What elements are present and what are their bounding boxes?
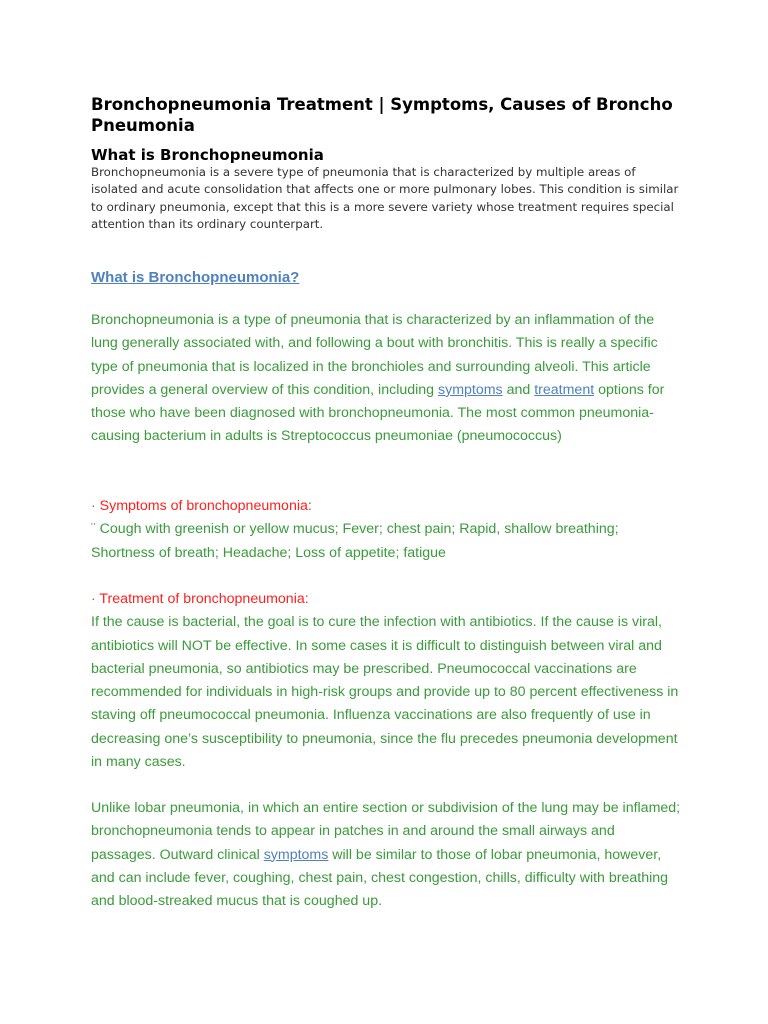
overview-text-b: and	[502, 381, 535, 398]
overview-paragraph	[91, 309, 681, 449]
treatment-bullet: ·	[91, 591, 100, 607]
treatment-link[interactable]: treatment	[534, 381, 595, 398]
intro-heading-initial: W	[91, 146, 108, 164]
intro-heading	[91, 145, 324, 165]
intro-heading-rest: hat is Bronchopneumonia	[107, 146, 324, 164]
treatment-text: If the cause is bacterial, the goal is to cure the infection with antibiotics. If the cause is viral, antibiotics will NOT be effective. In some cases it is difficult to distinguish between viral and bacterial pneumonia, so antibiotics may be prescribed. Pneumococcal vaccinations are recommended for individuals in high-risk groups and provide up to 80 percent effectiveness in staving off pneumococcal pneumonia. Influenza vaccinations are also frequently of use in decreasing one’s susceptibility to pneumonia, since the flu precedes pneumonia development in many cases.	[91, 614, 679, 771]
symptoms-list: Cough with greenish or yellow mucus; Fever; chest pain; Rapid, shallow breathing; Shortness of breath; Headache; Loss of appetite; fatigue	[91, 521, 619, 561]
symptoms-bullet: ·	[91, 498, 100, 514]
symptoms-link[interactable]: symptoms	[438, 381, 503, 398]
lobar-paragraph	[91, 797, 681, 913]
treatment-section	[91, 588, 681, 774]
symptoms-heading: Symptoms of bronchopneumonia:	[99, 498, 312, 514]
section-heading-link[interactable]: What is Bronchopneumonia?	[91, 269, 300, 286]
overview-text-c: options for those who have been diagnosed with bronchopneumonia. The most common pneumonia-causing bacterium in adults is Streptococcus pneumoniae (pneumococcus)	[91, 381, 665, 445]
lobar-text-b: will be similar to those of lobar pneumonia, however, and can include fever, coughing, chest pain, chest congestion, chills, difficulty with breathing and blood-streaked mucus that is coughed up.	[91, 846, 669, 910]
symptoms-section	[91, 495, 681, 565]
symptoms-link-2[interactable]: symptoms	[263, 846, 329, 863]
treatment-heading: Treatment of bronchopneumonia:	[99, 591, 309, 607]
document-title: Bronchopneumonia Treatment | Symptoms, Causes of Broncho Pneumonia	[91, 95, 673, 135]
lobar-text-a: Unlike lobar pneumonia, in which an entire section or subdivision of the lung may be inflamed; bronchopneumonia tends to appear in patches in and around the small airways and passages. Outward clinical	[91, 800, 681, 863]
overview-text-a: Bronchopneumonia is a type of pneumonia that is characterized by an inflammation of the lung generally associated with, and following a bout with bronchitis. This is really a specific type of pneumonia that is localized in the bronchioles and surrounding alveoli. This article provides a general overview of this condition, including	[91, 312, 658, 398]
intro-paragraph: Bronchopneumonia is a severe type of pneumonia that is characterized by multiple areas of isolated and acute consolidation that affects one or more pulmonary lobes. This condition is similar to ordinary pneumonia, except that this is a more severe variety whose treatment requires special attention than its ordinary counterpart.	[91, 165, 679, 231]
symptoms-list-mark: ¨	[91, 521, 100, 538]
